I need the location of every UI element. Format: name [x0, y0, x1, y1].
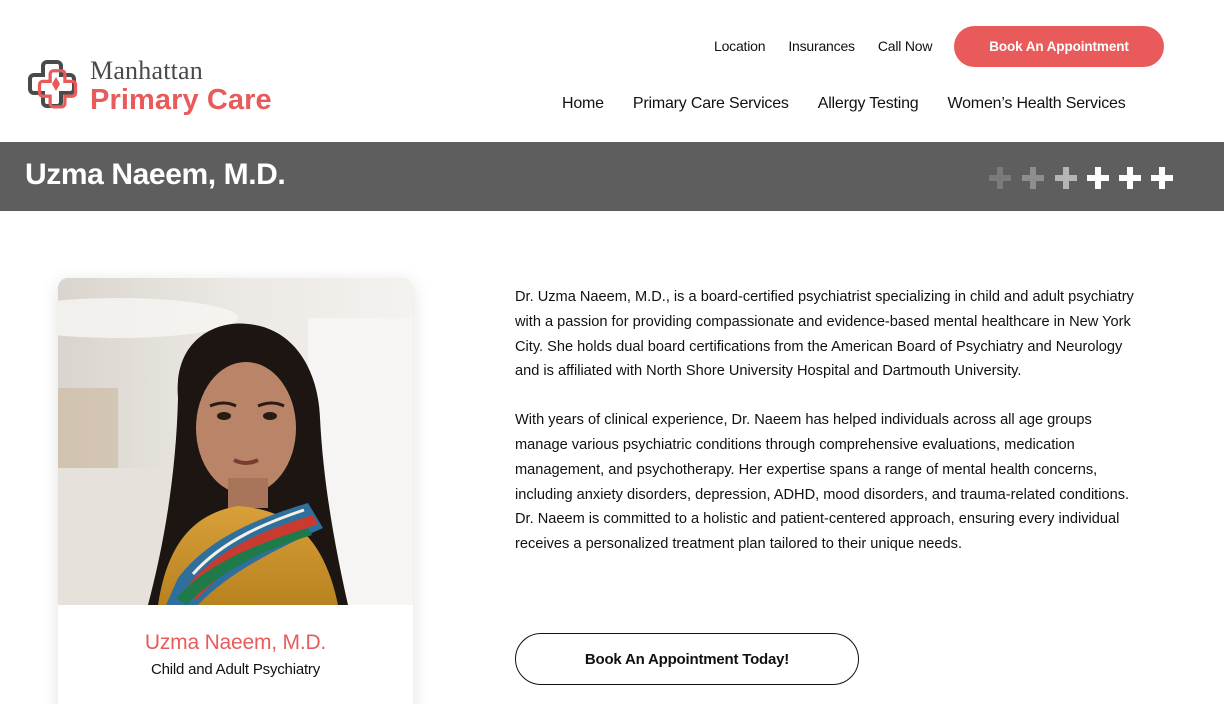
call-now-link[interactable]: Call Now: [877, 38, 933, 54]
nav-item-womens-health-services[interactable]: Women’s Health Services: [947, 95, 1126, 112]
logo-line-1: Manhattan: [90, 55, 203, 85]
doctor-photo: [58, 278, 413, 605]
book-appointment-button[interactable]: Book An Appointment: [954, 26, 1164, 67]
doctor-specialty: Child and Adult Psychiatry: [150, 661, 321, 678]
doctor-profile-card: [58, 278, 413, 704]
page-title: Uzma Naeem, M.D.: [25, 158, 286, 191]
site-header: [0, 0, 1224, 142]
medical-cross-logo-icon: [28, 56, 84, 116]
bio-paragraph-1: Dr. Uzma Naeem, M.D., is a board-certified psychiatrist specializing in child and adult psychiatry with a passion for providing compassionate and evidence-based mental healthcare in New York City. She holds dual board certifications from the American Board of Psychiatry and Neurology and is affiliated with North Shore University Hospital and Dartmouth University.: [515, 289, 1134, 380]
nav-item-primary-care-services[interactable]: Primary Care Services: [632, 95, 789, 112]
utility-nav: [714, 38, 955, 54]
insurances-link[interactable]: Insurances: [788, 38, 855, 54]
doctor-name: Uzma Naeem, M.D.: [144, 631, 327, 654]
cross-row-icon: [988, 165, 1178, 191]
nav-item-home[interactable]: Home: [562, 95, 604, 112]
logo-line-2: Primary Care: [90, 83, 272, 116]
main-nav: [562, 95, 1155, 113]
site-logo[interactable]: [28, 56, 272, 116]
book-appointment-today-button[interactable]: Book An Appointment Today!: [515, 633, 859, 685]
bio-paragraph-2: With years of clinical experience, Dr. Naeem has helped individuals across all age groups manage various psychiatric conditions through comprehensive evaluations, medication management, and psychotherapy. Her expertise spans a range of mental health concerns, including anxiety disorders, depression, ADHD, mood disorders, and trauma-related conditions. Dr. Naeem is committed to a holistic and patient-centered approach, ensuring every individual receives a personalized treatment plan tailored to their unique needs.: [515, 412, 1130, 553]
location-link[interactable]: Location: [714, 38, 766, 54]
doctor-bio: [515, 285, 1135, 581]
nav-item-allergy-testing[interactable]: Allergy Testing: [817, 95, 919, 112]
